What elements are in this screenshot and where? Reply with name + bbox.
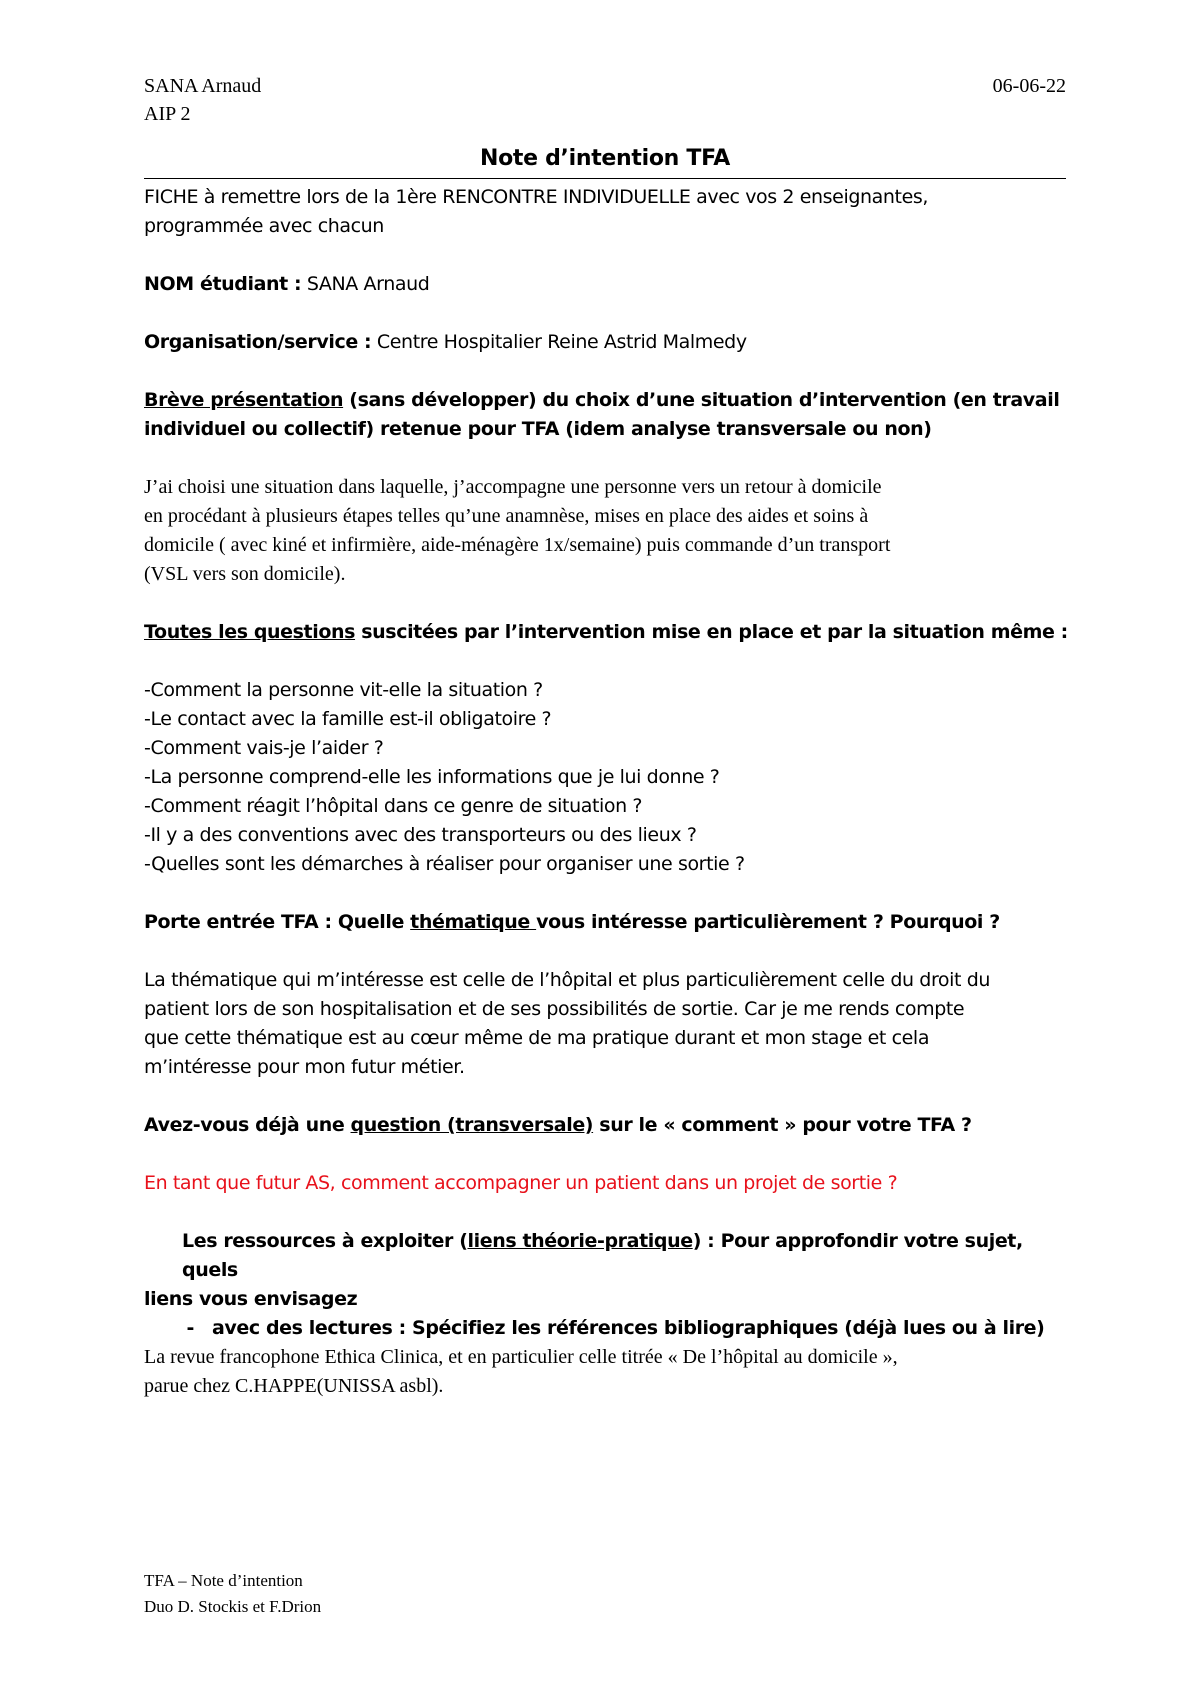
- class-level: AIP 2: [144, 103, 191, 125]
- answer-line: La revue francophone Ethica Clinica, et en particulier celle titrée « De l’hôpital au domicile »,: [144, 1346, 898, 1368]
- transversal-underlined: question (transversale): [350, 1114, 594, 1136]
- intro-line-2: programmée avec chacun: [144, 215, 384, 237]
- list-item: -Comment vais-je l’aider ?: [144, 737, 384, 759]
- organisation-row: [144, 328, 1079, 357]
- presentation-answer: [144, 473, 1079, 589]
- answer-line: (VSL vers son domicile).: [144, 563, 346, 585]
- resources-heading-line-2: liens vous envisagez: [144, 1288, 358, 1310]
- document-body: [144, 183, 1079, 1401]
- student-label: NOM étudiant :: [144, 273, 302, 295]
- resources-heading-line-1: Les ressources à exploiter (liens théorie-pratique) : Pour approfondir votre sujet, quels: [182, 1230, 1023, 1281]
- answer-line: J’ai choisi une situation dans laquelle, j’accompagne une personne vers un retour à domicile: [144, 476, 882, 498]
- questions-heading: Toutes les questions suscitées par l’intervention mise en place et par la situation même :: [144, 621, 1068, 643]
- thematique-answer: [144, 966, 1079, 1082]
- answer-line: La thématique qui m’intéresse est celle de l’hôpital et plus particulièrement celle du droit du: [144, 969, 991, 991]
- list-item: -Quelles sont les démarches à réaliser pour organiser une sortie ?: [144, 853, 745, 875]
- answer-line: que cette thématique est au cœur même de ma pratique durant et mon stage et cela: [144, 1027, 930, 1049]
- list-item: -Il y a des conventions avec des transporteurs ou des lieux ?: [144, 824, 697, 846]
- organisation-label: Organisation/service :: [144, 331, 372, 353]
- answer-line: en procédant à plusieurs étapes telles qu’une anamnèse, mises en place des aides et soins à: [144, 505, 869, 527]
- thematique-underlined: thématique: [410, 911, 537, 933]
- answer-line: parue chez C.HAPPE(UNISSA asbl).: [144, 1375, 444, 1397]
- author-name: SANA Arnaud: [144, 75, 262, 97]
- presentation-heading-underlined: Brève présentation: [144, 389, 344, 411]
- questions-heading-underlined: Toutes les questions: [144, 621, 356, 643]
- page-title: Note d’intention TFA: [479, 146, 731, 171]
- list-item: -Le contact avec la famille est-il obligatoire ?: [144, 708, 552, 730]
- answer-line: patient lors de son hospitalisation et de ses possibilités de sortie. Car je me rends compte: [144, 998, 965, 1020]
- answer-line: m’intéresse pour mon futur métier.: [144, 1056, 465, 1078]
- student-name-row: [144, 270, 1079, 299]
- bullet-dash: -: [186, 1317, 194, 1339]
- title-underline-rule: [144, 178, 1066, 179]
- list-item: -Comment la personne vit-elle la situation ?: [144, 679, 543, 701]
- intro-line-1: FICHE à remettre lors de la 1ère RENCONTRE INDIVIDUELLE avec vos 2 enseignantes,: [144, 186, 928, 208]
- header-date: 06-06-22: [992, 75, 1066, 97]
- header-left: [144, 72, 261, 128]
- questions-list: [144, 676, 1079, 879]
- presentation-heading-line-2: individuel ou collectif) retenue pour TFA (idem analyse transversale ou non): [144, 418, 932, 440]
- page-footer: [144, 1568, 321, 1620]
- student-value: SANA Arnaud: [301, 273, 430, 295]
- thematique-heading: Porte entrée TFA : Quelle thématique vous intéresse particulièrement ? Pourquoi ?: [144, 911, 1000, 933]
- resources-answer: [144, 1343, 1079, 1401]
- presentation-heading-line-1: Brève présentation (sans développer) du choix d’une situation d’intervention (en travail: [144, 389, 1060, 411]
- transversal-answer: En tant que futur AS, comment accompagner un patient dans un projet de sortie ?: [144, 1172, 898, 1194]
- organisation-value: Centre Hospitalier Reine Astrid Malmedy: [371, 331, 747, 353]
- footer-line-2: Duo D. Stockis et F.Drion: [144, 1597, 322, 1616]
- footer-line-1: TFA – Note d’intention: [144, 1571, 303, 1590]
- list-item: -Comment réagit l’hôpital dans ce genre de situation ?: [144, 795, 643, 817]
- list-item: -La personne comprend-elle les informations que je lui donne ?: [144, 766, 720, 788]
- transversal-question-heading: Avez-vous déjà une question (transversale) sur le « comment » pour votre TFA ?: [144, 1114, 972, 1136]
- resources-bullet: - avec des lectures : Spécifiez les références bibliographiques (déjà lues ou à lire): [144, 1314, 1079, 1343]
- resources-underlined: liens théorie-pratique: [467, 1230, 693, 1252]
- answer-line: domicile ( avec kiné et infirmière, aide-ménagère 1x/semaine) puis commande d’un transport: [144, 534, 891, 556]
